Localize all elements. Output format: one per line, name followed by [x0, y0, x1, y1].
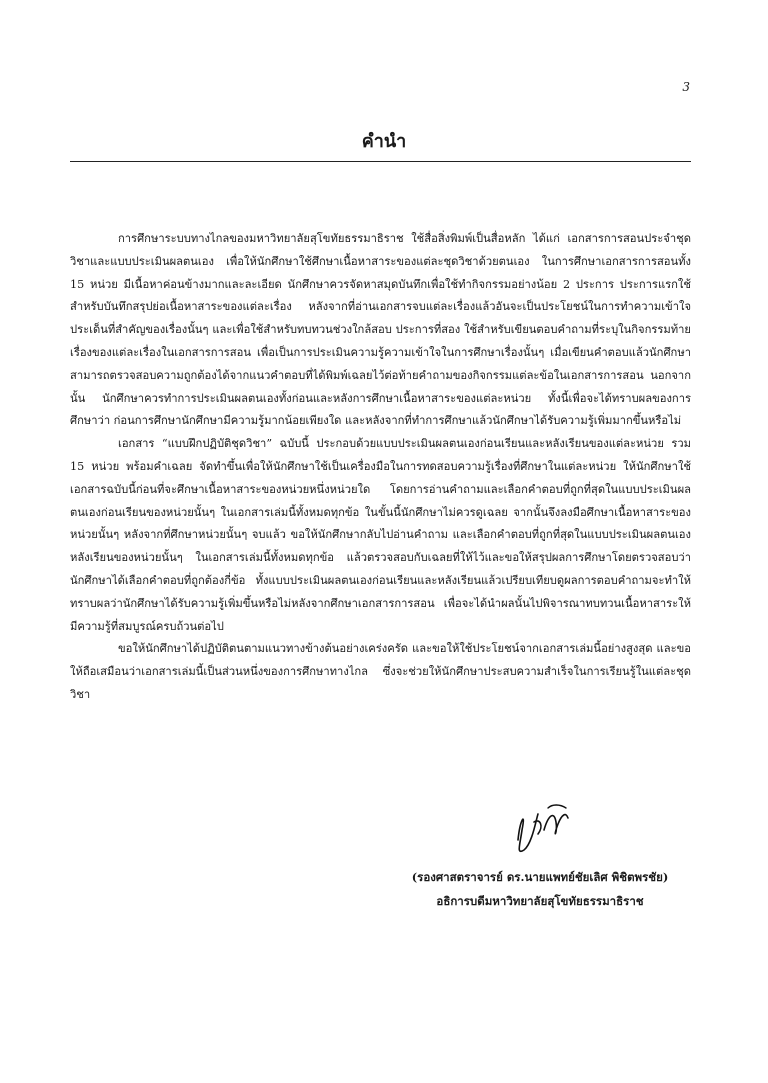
title-divider — [70, 161, 691, 162]
signatory-position: อธิการบดีมหาวิทยาลัยสุโขทัยธรรมาธิราช — [436, 894, 644, 908]
signatory-block — [380, 865, 700, 913]
paragraph-1: การศึกษาระบบทางไกลของมหาวิทยาลัยสุโขทัยธรรมาธิราช ใช้สื่อสิ่งพิมพ์เป็นสื่อหลัก ได้แก่ เอกสารการสอนประจำชุดวิชาและแบบประเมินผลตนเอง เพื่อให้นักศึกษาใช้ศึกษาเนื้อหาสาระของแต่ละชุดวิชาด้วยตนเอง ในการศึกษาเอกสารการสอนทั้ง 15 หน่วย มีเนื้อหาค่อนข้างมากและละเอียด นักศึกษาควรจัดหาสมุดบันทึกเพื่อใช้ทำกิจกรรมอย่างน้อย 2 ประการ ประการแรกใช้สำหรับบันทึกสรุปย่อเนื้อหาสาระของแต่ละเรื่อง หลังจากที่อ่านเอกสารจบแต่ละเรื่องแล้วอันจะเป็นประโยชน์ในการทำความเข้าใจประเด็นที่สำคัญของเรื่องนั้นๆ และเพื่อใช้สำหรับทบทวนช่วงใกล้สอบ ประการที่สอง ใช้สำหรับเขียนตอบคำถามที่ระบุในกิจกรรมท้ายเรื่องของแต่ละเรื่องในเอกสารการสอน เพื่อเป็นการประเมินความรู้ความเข้าใจในการศึกษาเรื่องนั้นๆ เมื่อเขียนคำตอบแล้วนักศึกษาสามารถตรวจสอบความถูกต้องได้จากแนวคำตอบที่ได้พิมพ์เฉลยไว้ต่อท้ายคำถามของกิจกรรมแต่ละข้อในเอกสารการสอน นอกจากนั้น นักศึกษาควรทำการประเมินผลตนเองทั้งก่อนและหลังการศึกษาเนื้อหาสาระของแต่ละหน่วย ทั้งนี้เพื่อจะได้ทราบผลของการศึกษาว่า ก่อนการศึกษานักศึกษามีความรู้มากน้อยเพียงใด และหลังจากที่ทำการศึกษาแล้วนักศึกษาได้รับความรู้เพิ่มมากขึ้นหรือไม่ — [70, 232, 691, 428]
signatory-name: (รองศาสตราจารย์ ดร.นายแพทย์ชัยเลิศ พิชิตพรชัย) — [411, 870, 669, 884]
paragraph-3: ขอให้นักศึกษาได้ปฏิบัติตนตามแนวทางข้างต้นอย่างเคร่งครัด และขอให้ใช้ประโยชน์จากเอกสารเล่มนี้อย่างสูงสุด และขอให้ถือเสมือนว่าเอกสารเล่มนี้เป็นส่วนหนึ่งของการศึกษาทางไกล ซึ่งจะช่วยให้นักศึกษาประสบความสำเร็จในการเรียนรู้ในแต่ละชุดวิชา — [70, 642, 691, 701]
page-number: 3 — [682, 80, 690, 94]
page-title: คำนำ — [361, 131, 407, 152]
signature-icon — [508, 800, 574, 860]
preface-body — [70, 228, 691, 707]
paragraph-2: เอกสาร “แบบฝึกปฏิบัติชุดวิชา” ฉบับนี้ ประกอบด้วยแบบประเมินผลตนเองก่อนเรียนและหลังเรียนของแต่ละหน่วย รวม 15 หน่วย พร้อมคำเฉลย จัดทำขึ้นเพื่อให้นักศึกษาใช้เป็นเครื่องมือในการทดสอบความรู้เรื่องที่ศึกษาในแต่ละหน่วย ให้นักศึกษาใช้เอกสารฉบับนี้ก่อนที่จะศึกษาเนื้อหาสาระของหน่วยหนึ่งหน่วยใด โดยการอ่านคำถามและเลือกคำตอบที่ถูกที่สุดในแบบประเมินผลตนเองก่อนเรียนของหน่วยนั้นๆ ในเอกสารเล่มนี้ทั้งหมดทุกข้อ ในขั้นนี้นักศึกษาไม่ควรดูเฉลย จากนั้นจึงลงมือศึกษาเนื้อหาสาระของหน่วยนั้นๆ หลังจากที่ศึกษาหน่วยนั้นๆ จบแล้ว ขอให้นักศึกษากลับไปอ่านคำถาม และเลือกคำตอบที่ถูกที่สุดในแบบประเมินผลตนเองหลังเรียนของหน่วยนั้นๆ ในเอกสารเล่มนี้ทั้งหมดทุกข้อ แล้วตรวจสอบกับเฉลยที่ให้ไว้และขอให้สรุปผลการศึกษาโดยตรวจสอบว่านักศึกษาได้เลือกคำตอบที่ถูกต้องกี่ข้อ ทั้งแบบประเมินผลตนเองก่อนเรียนและหลังเรียนแล้วเปรียบเทียบดูผลการตอบคำถามจะทำให้ทราบผลว่านักศึกษาได้รับความรู้เพิ่มขึ้นหรือไม่หลังจากศึกษาเอกสารการสอน เพื่อจะได้นำผลนั้นไปพิจารณาทบทวนเนื้อหาสาระให้มีความรู้ที่สมบูรณ์ครบถ้วนต่อไป — [70, 437, 691, 633]
